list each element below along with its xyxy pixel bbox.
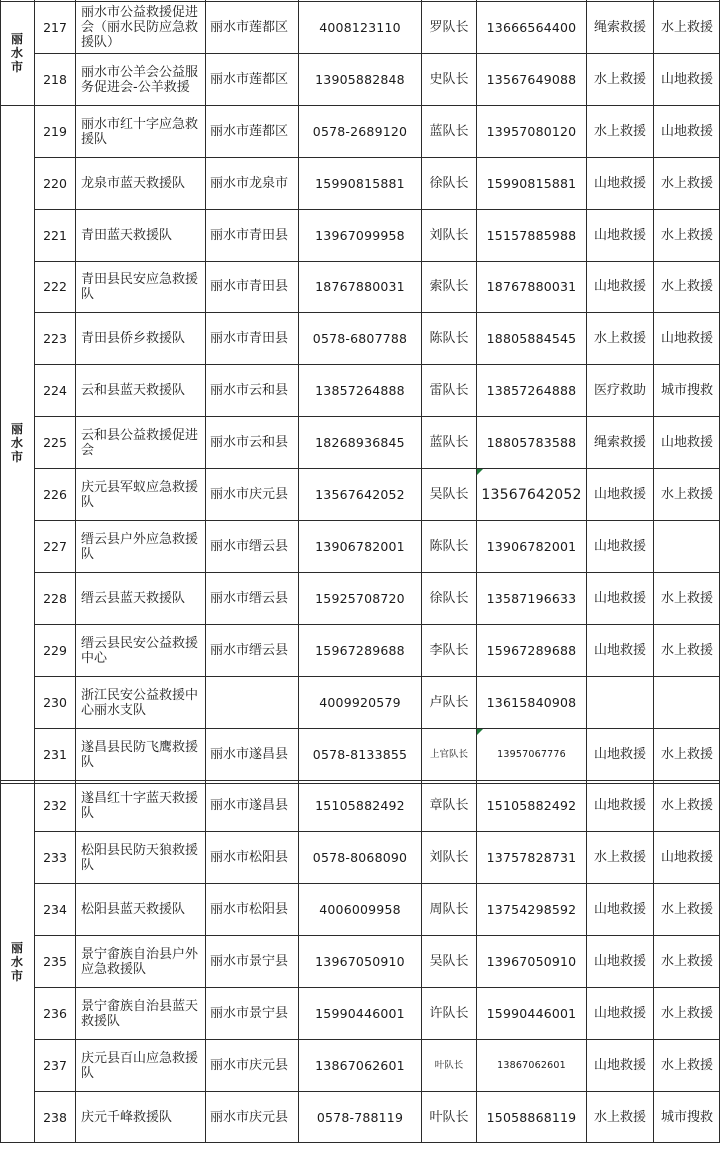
team-name-cell: 庆元县百山应急救援队 [81, 1050, 199, 1081]
area-cell: 丽水市莲都区 [210, 123, 289, 139]
phone-cell: 4008123110 [319, 19, 401, 35]
area-cell: 丽水市景宁县 [210, 1005, 289, 1021]
row-number-cell: 220 [43, 175, 67, 191]
mobile-cell: 18767880031 [486, 279, 577, 294]
leader-cell: 李队长 [429, 642, 469, 658]
specialty-cell [654, 521, 720, 572]
specialty-cell: 水上救援 [660, 590, 713, 606]
phone-cell: 0578-8133855 [312, 746, 408, 762]
row-number-cell: 217 [43, 19, 67, 35]
row-number-cell: 222 [43, 279, 67, 294]
specialty-cell: 水上救援 [660, 227, 713, 243]
row-number-cell: 224 [43, 382, 67, 398]
region-label-char: 水 [10, 435, 23, 450]
mobile-cell: 15157885988 [486, 227, 577, 243]
leader-cell: 蓝队长 [429, 434, 469, 450]
team-name-cell: 云和县公益救援促进会 [81, 427, 199, 458]
phone-cell: 13906782001 [315, 538, 405, 554]
region-cell [0, 105, 34, 780]
area-cell: 丽水市遂昌县 [210, 798, 289, 813]
specialty-cell: 山地救援 [660, 330, 713, 346]
mobile-cell: 13567649088 [486, 71, 577, 87]
row-number-cell: 237 [43, 1057, 67, 1073]
area-cell: 丽水市青田县 [210, 227, 289, 243]
region-label-char: 市 [10, 449, 23, 464]
phone-cell: 13967050910 [315, 953, 405, 969]
specialty-cell: 山地救援 [593, 1005, 646, 1021]
team-name-cell: 缙云县民安公益救援中心 [81, 635, 199, 666]
team-name-cell: 景宁畲族自治县户外应急救援队 [81, 946, 199, 977]
leader-cell: 叶队长 [429, 1109, 469, 1125]
area-cell: 丽水市缙云县 [210, 590, 289, 606]
team-name-cell: 遂昌县民防飞鹰救援队 [81, 739, 199, 770]
region-label-char: 丽 [10, 421, 23, 436]
team-name-cell: 丽水市公益救援促进会（丽水民防应急救援队） [81, 5, 199, 50]
area-cell: 丽水市云和县 [210, 434, 289, 450]
team-name-cell: 丽水市公羊会公益服务促进会-公羊救援 [81, 64, 199, 95]
region-label-char: 市 [10, 60, 23, 74]
region-label-char: 市 [10, 968, 23, 983]
row-number-cell: 218 [43, 71, 67, 87]
leader-cell: 刘队长 [429, 849, 469, 865]
leader-cell: 史队长 [429, 71, 469, 87]
area-cell: 丽水市龙泉市 [210, 175, 289, 191]
specialty-cell: 山地救援 [593, 798, 646, 813]
specialty-cell: 山地救援 [593, 227, 646, 243]
row-number-cell: 235 [43, 953, 67, 969]
row-number-cell: 229 [43, 642, 67, 658]
specialty-cell [654, 677, 720, 728]
specialty-cell: 水上救援 [660, 19, 713, 35]
leader-cell: 叶队长 [434, 1059, 464, 1071]
phone-cell: 4006009958 [319, 901, 401, 917]
specialty-cell: 山地救援 [593, 538, 646, 554]
phone-cell: 15105882492 [315, 798, 405, 813]
team-name-cell: 青田县侨乡救援队 [81, 331, 186, 346]
team-name-cell: 缙云县户外应急救援队 [81, 531, 199, 562]
specialty-cell: 水上救援 [660, 175, 713, 191]
leader-cell: 许队长 [429, 1005, 469, 1021]
phone-cell: 15967289688 [315, 642, 405, 658]
region-cell [0, 1, 34, 105]
row-number-cell: 231 [43, 746, 67, 762]
specialty-cell: 山地救援 [593, 901, 646, 917]
team-name-cell: 缙云县蓝天救援队 [81, 591, 186, 606]
region-label-char: 水 [10, 954, 23, 969]
row-number-cell: 230 [43, 694, 67, 710]
specialty-cell: 山地救援 [660, 71, 713, 87]
leader-cell: 雷队长 [429, 382, 469, 398]
mobile-cell: 15058868119 [486, 1109, 577, 1125]
specialty-cell: 山地救援 [660, 434, 713, 450]
specialty-cell: 水上救援 [593, 123, 646, 139]
row-number-cell: 221 [43, 227, 67, 243]
phone-cell: 15925708720 [315, 590, 405, 606]
phone-cell: 18767880031 [315, 279, 405, 294]
team-name-cell: 青田蓝天救援队 [81, 228, 173, 243]
mobile-cell: 15105882492 [486, 798, 577, 813]
specialty-cell: 水上救援 [593, 1109, 646, 1125]
leader-cell: 上官队长 [429, 748, 468, 760]
specialty-cell: 水上救援 [660, 486, 713, 502]
mobile-cell: 13867062601 [497, 1059, 566, 1071]
phone-cell: 13857264888 [315, 382, 405, 398]
mobile-cell: 13757828731 [486, 849, 577, 865]
phone-cell: 0578-6807788 [312, 330, 408, 346]
specialty-cell: 水上救援 [593, 849, 646, 865]
leader-cell: 章队长 [429, 798, 469, 813]
specialty-cell: 水上救援 [660, 953, 713, 969]
comment-marker-icon [477, 729, 483, 735]
phone-cell: 13905882848 [315, 71, 405, 87]
team-name-cell: 松阳县蓝天救援队 [81, 902, 186, 917]
area-cell: 丽水市松阳县 [210, 901, 289, 917]
leader-cell: 索队长 [429, 279, 469, 294]
specialty-cell [587, 677, 653, 728]
area-cell: 丽水市莲都区 [210, 19, 289, 35]
region-label-char: 丽 [10, 940, 23, 955]
mobile-cell: 13666564400 [486, 19, 577, 35]
comment-marker-icon [477, 469, 483, 475]
specialty-cell: 水上救援 [660, 642, 713, 658]
specialty-cell: 城市搜救 [660, 382, 713, 398]
area-cell: 丽水市莲都区 [210, 71, 289, 87]
row-number-cell: 232 [43, 798, 67, 813]
area-cell: 丽水市景宁县 [210, 953, 289, 969]
row-number-cell: 233 [43, 849, 67, 865]
specialty-cell: 山地救援 [660, 123, 713, 139]
mobile-cell: 13857264888 [486, 382, 577, 398]
leader-cell: 陈队长 [429, 330, 469, 346]
mobile-cell: 18805884545 [486, 330, 577, 346]
area-cell: 丽水市庆元县 [210, 486, 289, 502]
area-cell: 丽水市庆元县 [210, 1057, 289, 1073]
area-cell: 丽水市云和县 [210, 382, 289, 398]
leader-cell: 陈队长 [429, 538, 469, 554]
area-cell: 丽水市缙云县 [210, 538, 289, 554]
row-number-cell: 234 [43, 901, 67, 917]
leader-cell: 卢队长 [429, 694, 469, 710]
phone-cell: 13567642052 [315, 486, 405, 502]
specialty-cell: 绳索救援 [593, 434, 646, 450]
specialty-cell: 山地救援 [593, 746, 646, 762]
mobile-cell: 15990815881 [486, 175, 577, 191]
team-name-cell: 龙泉市蓝天救援队 [81, 176, 186, 191]
mobile-cell: 13906782001 [486, 538, 577, 554]
specialty-cell: 山地救援 [593, 590, 646, 606]
team-name-cell: 景宁畲族自治县蓝天救援队 [81, 998, 199, 1029]
area-cell: 丽水市青田县 [210, 279, 289, 294]
mobile-cell: 18805783588 [486, 434, 577, 450]
team-name-cell: 庆元千峰救援队 [81, 1110, 173, 1125]
specialty-cell: 水上救援 [660, 279, 713, 294]
region-label-char: 丽 [10, 32, 23, 46]
row-number-cell: 225 [43, 434, 67, 450]
leader-cell: 徐队长 [429, 175, 469, 191]
team-name-cell: 遂昌红十字蓝天救援队 [81, 791, 199, 821]
area-cell: 丽水市松阳县 [210, 849, 289, 865]
specialty-cell: 医疗救助 [593, 382, 646, 398]
phone-cell: 0578-2689120 [312, 123, 408, 139]
phone-cell: 13867062601 [315, 1057, 405, 1073]
mobile-cell: 15990446001 [486, 1005, 577, 1021]
row-number-cell: 236 [43, 1005, 67, 1021]
specialty-cell: 山地救援 [593, 486, 646, 502]
phone-cell: 0578-788119 [316, 1109, 404, 1125]
team-name-cell: 青田县民安应急救援队 [81, 272, 199, 302]
row-number-cell: 227 [43, 538, 67, 554]
row-number-cell: 228 [43, 590, 67, 606]
team-name-cell: 云和县蓝天救援队 [81, 383, 186, 398]
specialty-cell: 绳索救援 [593, 19, 646, 35]
mobile-cell: 13957067776 [497, 748, 566, 760]
specialty-cell: 城市搜救 [660, 1109, 713, 1125]
specialty-cell: 水上救援 [593, 71, 646, 87]
phone-cell: 18268936845 [315, 434, 405, 450]
mobile-cell: 13957080120 [486, 123, 577, 139]
area-cell: 丽水市缙云县 [210, 642, 289, 658]
mobile-cell: 13754298592 [486, 901, 577, 917]
leader-cell: 吴队长 [429, 953, 469, 969]
region-cell [0, 780, 34, 1143]
area-cell: 丽水市遂昌县 [210, 746, 289, 762]
specialty-cell: 水上救援 [660, 1057, 713, 1073]
specialty-cell: 山地救援 [593, 953, 646, 969]
phone-cell: 13967099958 [315, 227, 405, 243]
area-cell: 丽水市青田县 [210, 330, 289, 346]
phone-cell: 0578-8068090 [312, 849, 408, 865]
specialty-cell: 水上救援 [660, 746, 713, 762]
phone-cell: 15990446001 [315, 1005, 405, 1021]
leader-cell: 蓝队长 [429, 123, 469, 139]
specialty-cell: 水上救援 [660, 1005, 713, 1021]
team-name-cell: 松阳县民防天狼救援队 [81, 842, 199, 873]
row-number-cell: 223 [43, 330, 67, 346]
row-number-cell: 219 [43, 123, 67, 139]
team-name-cell: 浙江民安公益救援中心丽水支队 [81, 687, 199, 718]
mobile-cell: 13587196633 [486, 590, 577, 606]
leader-cell: 罗队长 [429, 19, 469, 35]
leader-cell: 徐队长 [429, 590, 469, 606]
region-label-char: 水 [10, 46, 23, 60]
mobile-cell: 15967289688 [486, 642, 577, 658]
specialty-cell: 水上救援 [660, 798, 713, 813]
specialty-cell: 水上救援 [593, 330, 646, 346]
specialty-cell: 山地救援 [593, 175, 646, 191]
phone-cell: 15990815881 [315, 175, 405, 191]
phone-cell: 4009920579 [319, 694, 401, 710]
team-name-cell: 庆元县军蚁应急救援队 [81, 479, 199, 510]
mobile-cell: 13615840908 [486, 694, 577, 710]
specialty-cell: 山地救援 [593, 1057, 646, 1073]
area-cell: 丽水市庆元县 [210, 1109, 289, 1125]
mobile-cell: 13967050910 [486, 953, 577, 969]
mobile-cell: 13567642052 [481, 486, 582, 503]
row-number-cell: 238 [43, 1109, 67, 1125]
specialty-cell: 山地救援 [593, 642, 646, 658]
row-number-cell: 226 [43, 486, 67, 502]
specialty-cell: 山地救援 [593, 279, 646, 294]
leader-cell: 周队长 [429, 901, 469, 917]
leader-cell: 吴队长 [429, 486, 469, 502]
area-cell [206, 677, 298, 728]
team-name-cell: 丽水市红十字应急救援队 [81, 116, 199, 147]
specialty-cell: 山地救援 [660, 849, 713, 865]
leader-cell: 刘队长 [429, 227, 469, 243]
specialty-cell: 水上救援 [660, 901, 713, 917]
